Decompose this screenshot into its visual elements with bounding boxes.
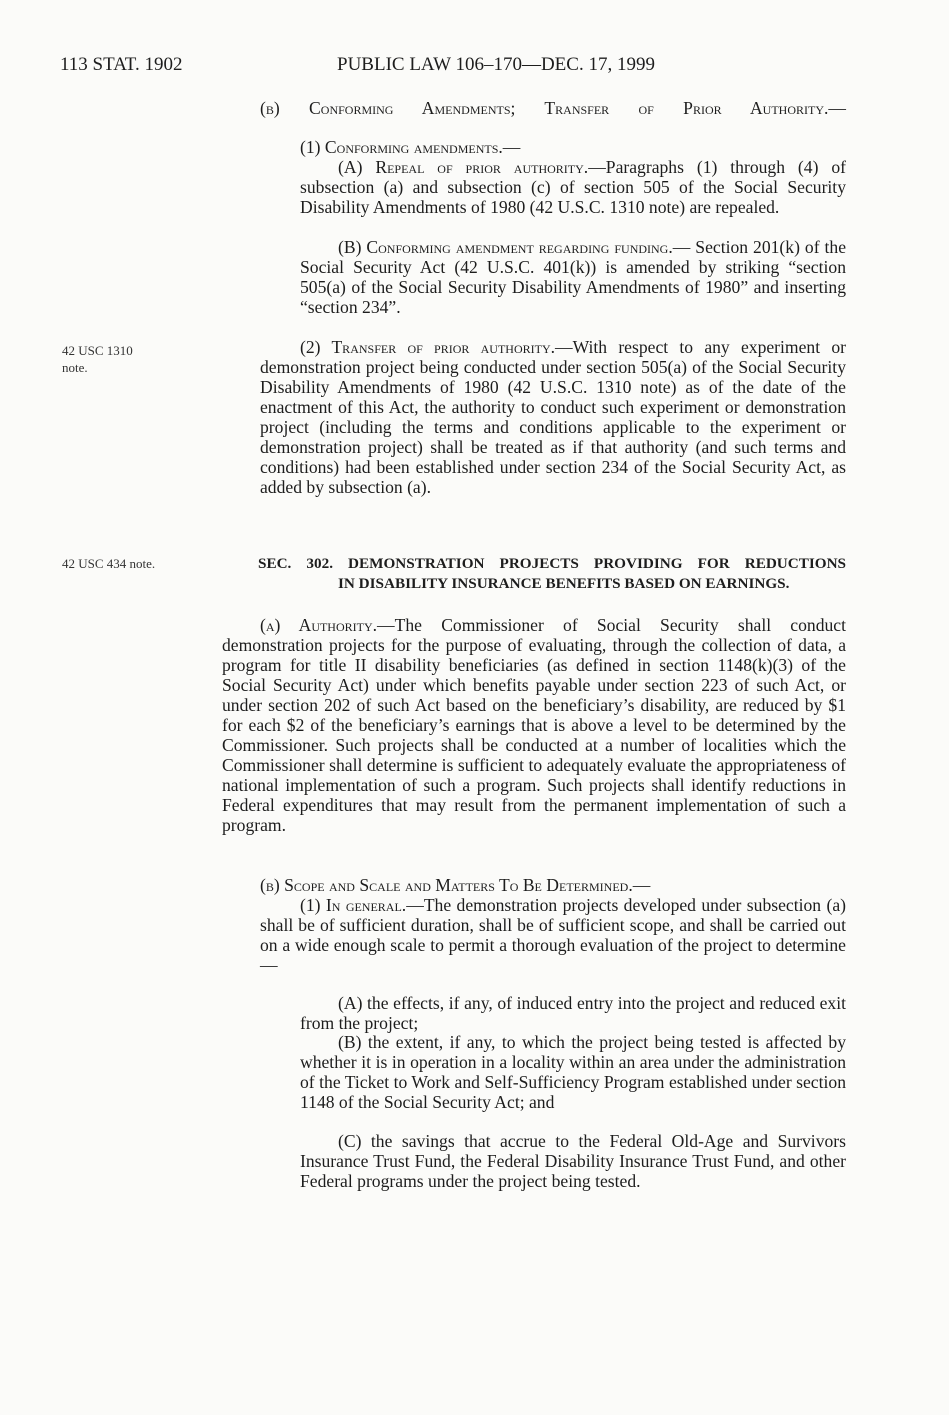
subparagraph-b1B: (B) Conforming amendment regarding funding.— Section 201(k) of the Social Security Act (42 U.S.C. 401(k)) is amended by striking “section 505(a) of the Social Security Disability Amendments of 1980” and inserting “section 234”. <box>300 237 846 317</box>
subsection-b-heading: (b) Conforming Amendments; Transfer of Prior Authority.— <box>260 98 846 118</box>
subparagraph-b1A: (A) Repeal of prior authority.—Paragraphs (1) through (4) of subsection (a) and subsection (c) of section 505 of the Social Security Disability Amendments of 1980 (42 U.S.C. 1310 note) are repealed. <box>300 157 846 217</box>
margin-note-usc-434: 42 USC 434 note. <box>62 556 156 571</box>
stat-page-number: 113 STAT. 1902 <box>60 54 183 75</box>
subparagraph-b-scope-C: (C) the savings that accrue to the Federal Old-Age and Survivors Insurance Trust Fund, the Federal Disability Insurance Trust Fund, and other Federal programs under the project being tested. <box>300 1131 846 1191</box>
subparagraph-b-scope-B: (B) the extent, if any, to which the project being tested is affected by whether it is in operation in a locality within an area under the administration of the Ticket to Work and Self-Sufficiency Program established under section 1148 of the Social Security Act; and <box>300 1032 846 1112</box>
margin-note-usc-1310: 42 USC 1310 note. <box>62 343 133 375</box>
subparagraph-b-scope-A: (A) the effects, if any, of induced entry into the project and reduced exit from the project; <box>300 993 846 1033</box>
public-law-citation: PUBLIC LAW 106–170—DEC. 17, 1999 <box>337 54 655 75</box>
subsection-a-authority: (a) Authority.—The Commissioner of Social Security shall conduct demonstration projects for the purpose of evaluating, through the collection of data, a program for title II disability beneficiaries (as defined in section 1148(k)(3) of the Social Security Act) under which benefits payable under section 223 of such Act, or under section 202 of such Act based on the beneficiary’s disability, are reduced by $1 for each $2 of the beneficiary’s earnings that is above a level to be determined by the Commissioner. Such projects shall be conducted at a number of localities which the Commissioner shall determine is sufficient to adequately evaluate the appropriateness of national implementation of such a program. Such projects shall identify reductions in Federal expenditures that may result from the permanent implementation of such a program. <box>222 615 846 835</box>
subsection-b-scope-heading: (b) Scope and Scale and Matters To Be Determined.— <box>260 875 651 895</box>
paragraph-b2: (2) Transfer of prior authority.—With respect to any experiment or demonstration project being conducted under section 505(a) of the Social Security Disability Amendments of 1980 (42 U.S.C. 1310 note) as of the date of the enactment of this Act, the authority to conduct such experiment or demonstration project (including the terms and conditions applicable to the experiment or demonstration project) shall be treated as if that authority (and such terms and conditions) had been established under section 234 of the Social Security Act, as added by subsection (a). <box>260 337 846 497</box>
paragraph-b-scope-1: (1) In general.—The demonstration projects developed under subsection (a) shall be of sufficient duration, shall be of sufficient scope, and shall be carried out on a wide enough scale to permit a thorough evaluation of the project to determine— <box>260 895 846 975</box>
section-302-heading: SEC. 302. DEMONSTRATION PROJECTS PROVIDING FOR REDUCTIONS IN DISABILITY INSURANCE BENEFITS BASED ON EARNINGS. <box>258 555 846 592</box>
paragraph-b1-heading: (1) Conforming amendments.— <box>300 137 521 157</box>
